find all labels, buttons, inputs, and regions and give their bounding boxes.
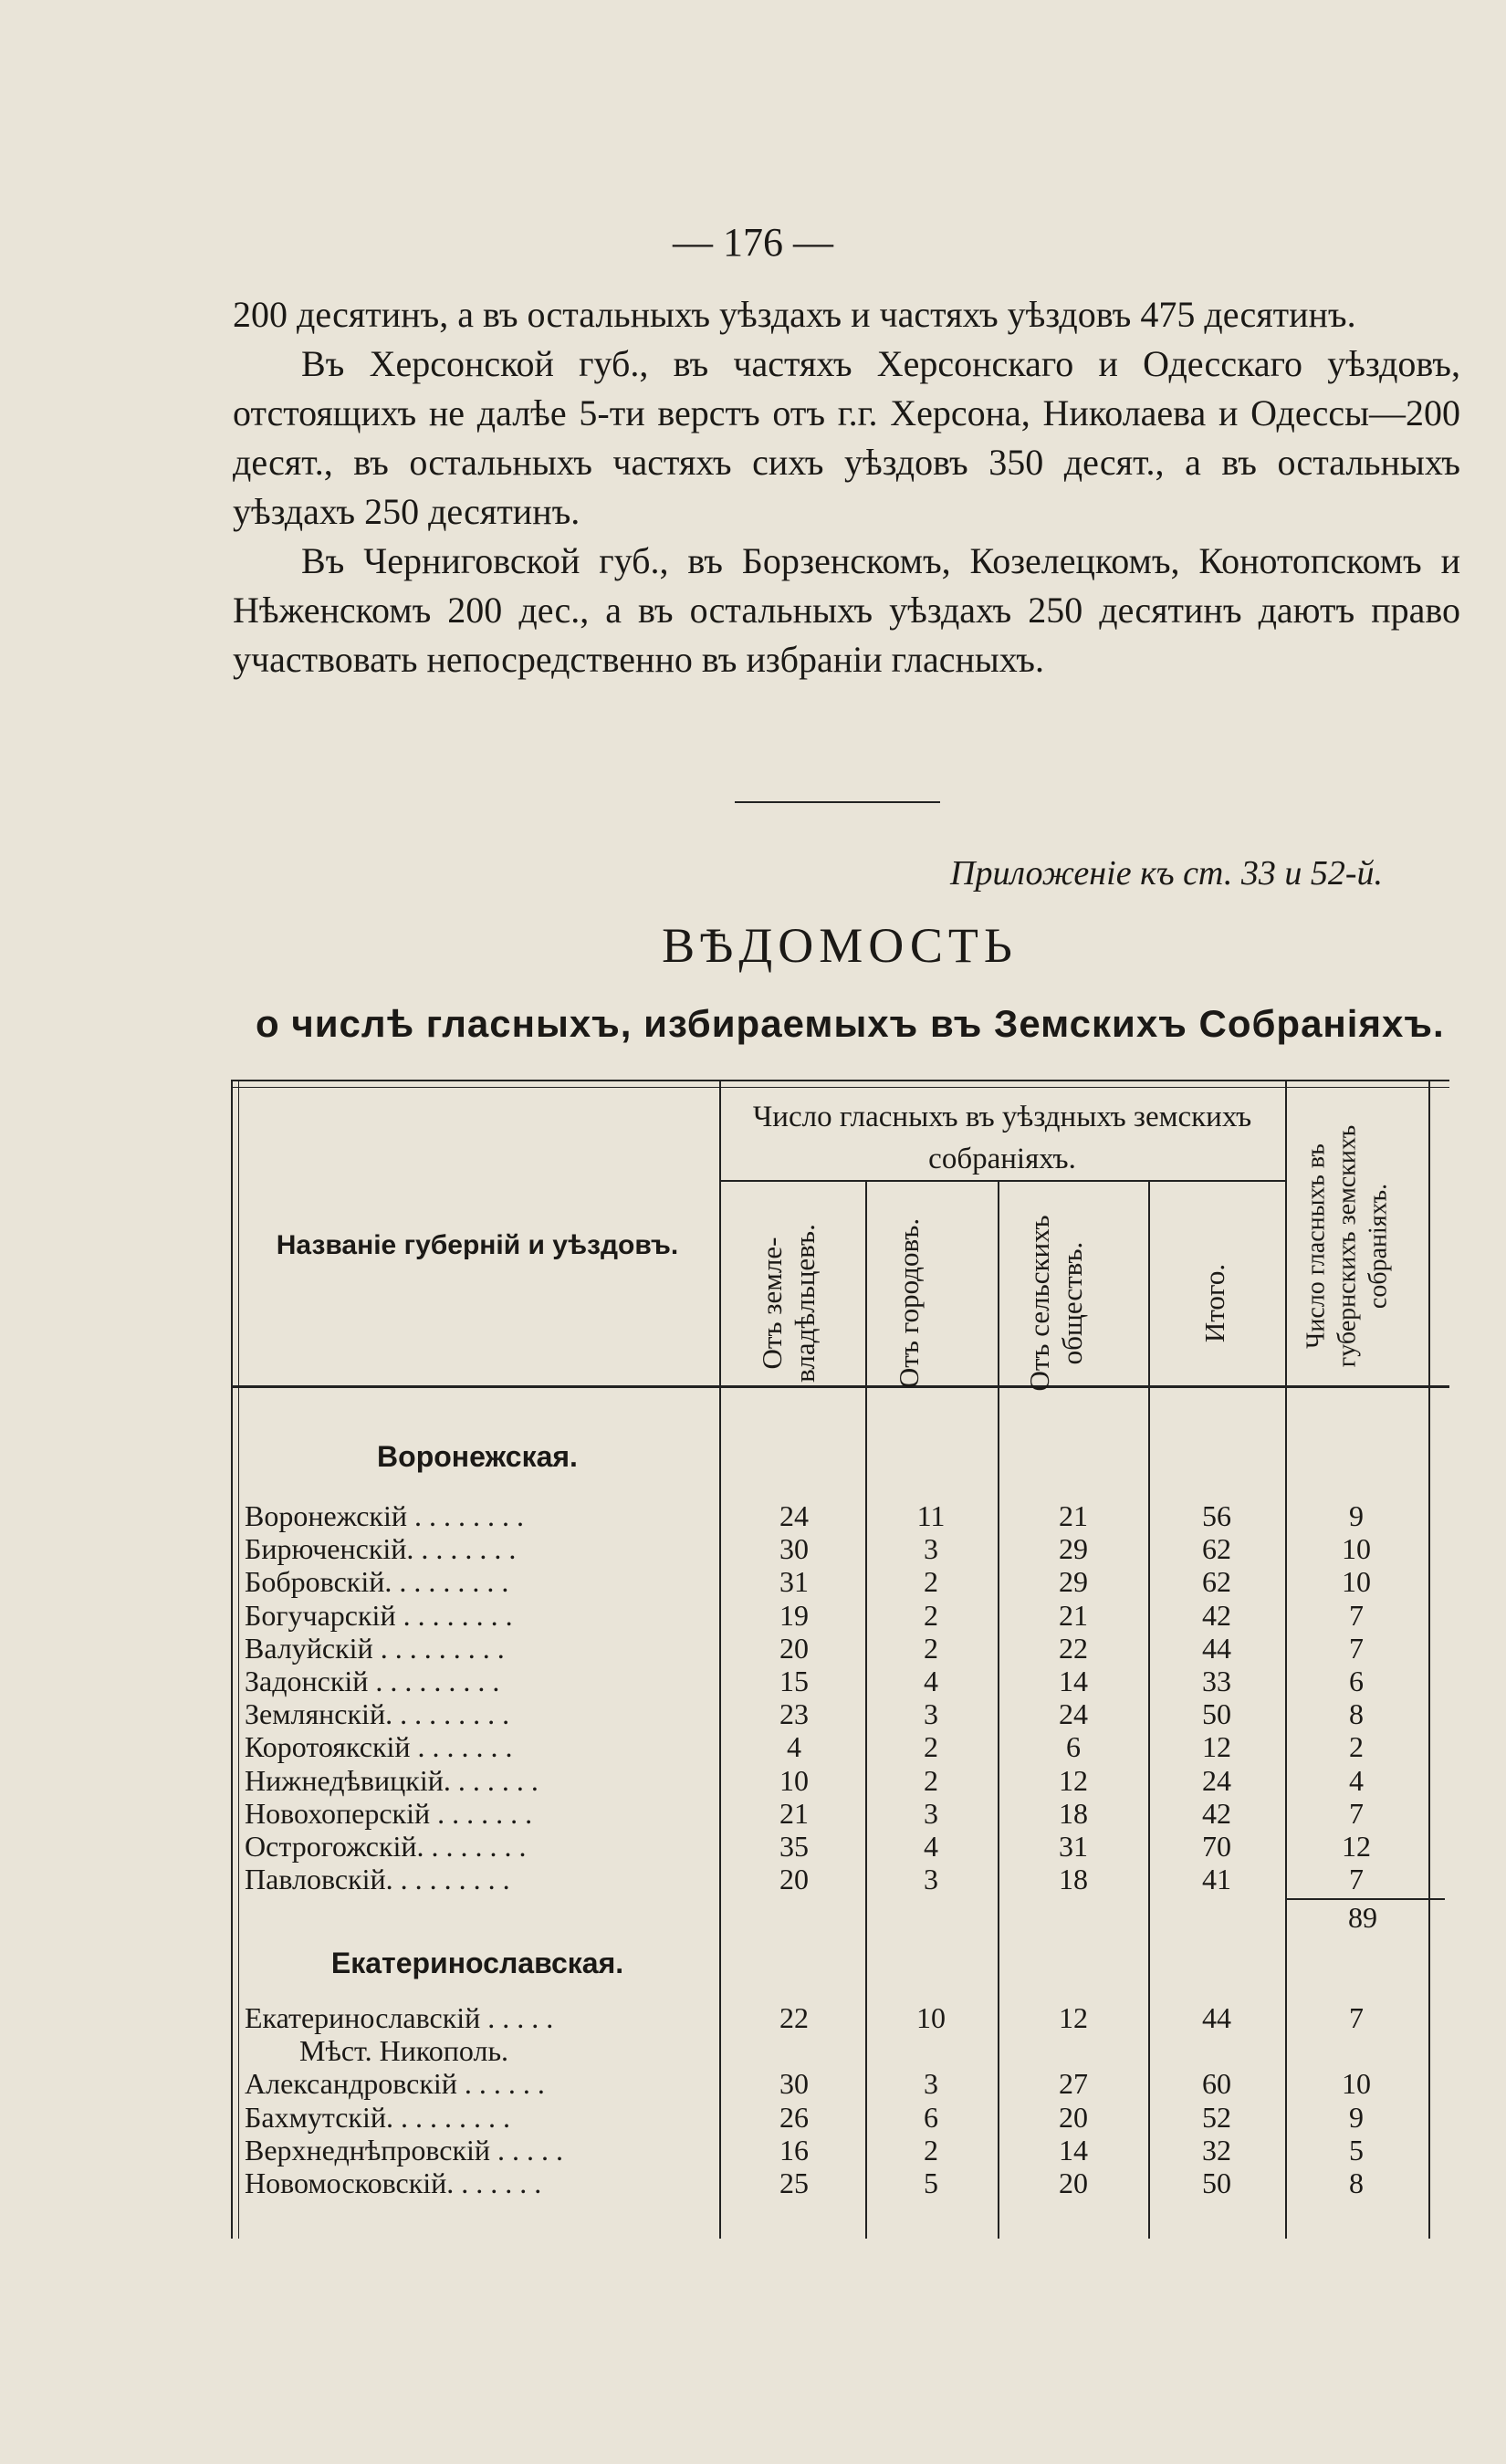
row-name: Нижнедѣвицкій. . . . . . .	[245, 1763, 539, 1797]
table-row	[231, 1632, 1449, 1665]
value-towns: 4	[924, 1830, 938, 1863]
value-landowners: 4	[787, 1730, 801, 1764]
header-bottom-rule	[231, 1385, 1449, 1388]
table-row	[231, 2034, 1449, 2067]
row-name: Острогожскій. . . . . . . .	[245, 1830, 527, 1863]
document-subtitle: о числѣ гласныхъ, избираемыхъ въ Земскихъ Собраніяхъ.	[256, 1002, 1445, 1045]
value-provincial: 4	[1349, 1763, 1364, 1797]
value-rural: 18	[1059, 1863, 1088, 1896]
value-rural: 24	[1059, 1697, 1088, 1731]
table-row	[231, 1730, 1449, 1763]
value-landowners: 20	[779, 1631, 809, 1665]
value-rural: 14	[1059, 2133, 1088, 2166]
value-rural: 18	[1059, 1796, 1088, 1830]
statistics-table	[231, 1080, 1449, 2239]
section-total-row	[231, 1901, 1449, 1934]
value-provincial: 9	[1349, 1499, 1364, 1532]
value-rural: 22	[1059, 1631, 1088, 1665]
value-provincial: 10	[1342, 1565, 1371, 1599]
row-name: Задонскій . . . . . . . . .	[245, 1665, 500, 1697]
row-name: Воронежскій . . . . . . . .	[245, 1499, 524, 1532]
value-landowners: 24	[779, 1499, 809, 1532]
column-header-rural: Отъ сельскихъ обществъ.	[1023, 1215, 1088, 1392]
paragraph: Въ Черниговской губ., въ Борзенскомъ, Козелецкомъ, Конотопскомъ и Нѣженскомъ 200 дес., а въ остальныхъ уѣздахъ 250 десятинъ даютъ право участвовать непосредственно въ избраніи гласныхъ.	[233, 540, 1460, 680]
section-heading: Воронежская.	[377, 1440, 578, 1473]
value-total: 62	[1202, 1532, 1231, 1566]
table-row	[231, 1565, 1449, 1598]
paragraph: Въ Херсонской губ., въ частяхъ Херсонскаго и Одесскаго уѣздовъ, отстоящихъ не далѣе 5-ти верстъ отъ г.г. Херсона, Николаева и Одессы—200 десят., въ остальныхъ частяхъ сихъ уѣздовъ 350 десят., а въ остальныхъ уѣздахъ 250 десятинъ.	[233, 343, 1460, 532]
value-provincial: 7	[1349, 1796, 1364, 1830]
value-towns: 5	[924, 2166, 938, 2199]
table-row	[231, 1697, 1449, 1730]
value-total: 50	[1202, 2166, 1231, 2199]
table-row	[231, 1830, 1449, 1863]
row-name: Мѣст. Никополь.	[299, 2034, 509, 2068]
value-rural: 20	[1059, 2166, 1088, 2199]
value-landowners: 35	[779, 1830, 809, 1863]
row-name: Новохоперскій . . . . . . .	[245, 1796, 533, 1830]
section-heading: Екатеринославская.	[330, 1947, 624, 1979]
value-rural: 31	[1059, 1830, 1088, 1863]
table-row	[231, 1863, 1449, 1895]
value-landowners: 20	[779, 1863, 809, 1896]
value-total: 44	[1202, 1631, 1231, 1665]
row-name: Александровскій . . . . . .	[245, 2067, 545, 2101]
table-row	[231, 2067, 1449, 2100]
row-name: Бобровскій. . . . . . . . .	[245, 1565, 509, 1599]
column-header-towns: Отъ городовъ.	[893, 1217, 925, 1389]
value-landowners: 31	[779, 1565, 809, 1599]
column-header-name: Названіе губерній и уѣздовъ.	[276, 1230, 679, 1260]
value-total: 60	[1202, 2067, 1231, 2101]
row-name: Павловскій. . . . . . . . .	[245, 1863, 510, 1896]
value-towns: 6	[924, 2100, 938, 2134]
value-landowners: 21	[779, 1796, 809, 1830]
row-name: Землянскій. . . . . . . . .	[245, 1697, 510, 1731]
table-row	[231, 2101, 1449, 2134]
table-row	[231, 1764, 1449, 1797]
value-towns: 3	[924, 1532, 938, 1566]
value-towns: 4	[924, 1665, 938, 1697]
value-provincial: 7	[1349, 2001, 1364, 2034]
value-rural: 12	[1059, 1763, 1088, 1797]
paragraph: 200 десятинъ, а въ остальныхъ уѣздахъ и частяхъ уѣздовъ 475 десятинъ.	[233, 294, 1356, 335]
group-header-rule	[719, 1180, 1285, 1182]
value-towns: 2	[924, 2133, 938, 2166]
table-row	[231, 1665, 1449, 1697]
row-name: Валуйскій . . . . . . . . .	[245, 1631, 505, 1665]
table-row	[231, 2001, 1449, 2034]
value-total: 41	[1202, 1863, 1231, 1896]
value-landowners: 22	[779, 2001, 809, 2034]
value-provincial: 12	[1342, 1830, 1371, 1863]
value-provincial: 7	[1349, 1598, 1364, 1632]
value-rural: 14	[1059, 1665, 1088, 1697]
table-top-rule-inner	[231, 1087, 1449, 1088]
value-rural: 29	[1059, 1532, 1088, 1566]
value-total: 44	[1202, 2001, 1231, 2034]
value-total: 50	[1202, 1697, 1231, 1731]
value-landowners: 16	[779, 2133, 809, 2166]
page-number: — 176 —	[673, 220, 833, 265]
subtotal-rule	[1285, 1898, 1445, 1900]
section-total: 89	[1348, 1901, 1377, 1934]
row-name: Богучарскій . . . . . . . .	[245, 1598, 513, 1632]
value-total: 12	[1202, 1730, 1231, 1764]
value-towns: 3	[924, 1697, 938, 1731]
value-provincial: 8	[1349, 1697, 1364, 1731]
value-rural: 21	[1059, 1499, 1088, 1532]
value-provincial: 10	[1342, 2067, 1371, 2101]
value-landowners: 19	[779, 1598, 809, 1632]
row-name: Коротоякскій . . . . . . .	[245, 1730, 513, 1764]
value-towns: 10	[916, 2001, 946, 2034]
value-rural: 29	[1059, 1565, 1088, 1599]
separator-rule	[735, 801, 940, 803]
value-towns: 2	[924, 1763, 938, 1797]
value-total: 24	[1202, 1763, 1231, 1797]
row-name: Новомосковскій. . . . . . .	[245, 2166, 542, 2199]
value-provincial: 8	[1349, 2166, 1364, 2199]
column-header-total: Итого.	[1198, 1263, 1230, 1343]
value-towns: 3	[924, 1796, 938, 1830]
value-landowners: 26	[779, 2100, 809, 2134]
value-landowners: 23	[779, 1697, 809, 1731]
value-landowners: 10	[779, 1763, 809, 1797]
table-row	[231, 2166, 1449, 2199]
table-row	[231, 2134, 1449, 2166]
row-name: Бахмутскій. . . . . . . . .	[245, 2100, 510, 2134]
value-rural: 21	[1059, 1598, 1088, 1632]
column-header-landowners: Отъ земле-владѣльцевъ.	[756, 1224, 821, 1383]
value-provincial: 5	[1349, 2133, 1364, 2166]
value-towns: 2	[924, 1730, 938, 1764]
row-name: Бирюченскій. . . . . . . .	[245, 1532, 517, 1566]
value-total: 70	[1202, 1830, 1231, 1863]
column-header-provincial: Число гласныхъ въ губернскихъ земскихъ собраніяхъ.	[1302, 1124, 1393, 1368]
row-name: Верхнеднѣпровскій . . . . .	[245, 2133, 564, 2166]
value-provincial: 6	[1349, 1665, 1364, 1697]
body-text	[233, 290, 1460, 684]
appendix-note: Приложеніе къ ст. 33 и 52-й.	[950, 854, 1383, 893]
value-landowners: 30	[779, 2067, 809, 2101]
value-rural: 27	[1059, 2067, 1088, 2101]
value-rural: 20	[1059, 2100, 1088, 2134]
table-top-rule	[231, 1080, 1449, 1081]
table-row	[231, 1797, 1449, 1830]
value-provincial: 7	[1349, 1631, 1364, 1665]
column-group-header: Число гласныхъ въ уѣздныхъ земскихъ собраніяхъ.	[752, 1101, 1252, 1175]
value-landowners: 30	[779, 1532, 809, 1566]
value-total: 52	[1202, 2100, 1231, 2134]
value-towns: 11	[916, 1499, 946, 1532]
value-rural: 6	[1066, 1730, 1081, 1764]
value-total: 42	[1202, 1598, 1231, 1632]
value-towns: 2	[924, 1631, 938, 1665]
value-total: 62	[1202, 1565, 1231, 1599]
value-towns: 3	[924, 1863, 938, 1896]
value-towns: 3	[924, 2067, 938, 2101]
value-total: 32	[1202, 2133, 1231, 2166]
value-provincial: 9	[1349, 2100, 1364, 2134]
value-provincial: 2	[1349, 1730, 1364, 1764]
value-total: 56	[1202, 1499, 1231, 1532]
value-provincial: 10	[1342, 1532, 1371, 1566]
value-landowners: 25	[779, 2166, 809, 2199]
document-title: ВѢДОМОСТЬ	[662, 918, 1018, 973]
value-rural: 12	[1059, 2001, 1088, 2034]
row-name: Екатеринославскій . . . . .	[245, 2001, 554, 2034]
value-provincial: 7	[1349, 1863, 1364, 1896]
value-towns: 2	[924, 1565, 938, 1599]
table-row	[231, 1532, 1449, 1565]
table-row	[231, 1499, 1449, 1532]
value-landowners: 15	[779, 1665, 809, 1697]
value-total: 33	[1202, 1665, 1231, 1697]
table-row	[231, 1599, 1449, 1632]
value-towns: 2	[924, 1598, 938, 1632]
value-total: 42	[1202, 1796, 1231, 1830]
